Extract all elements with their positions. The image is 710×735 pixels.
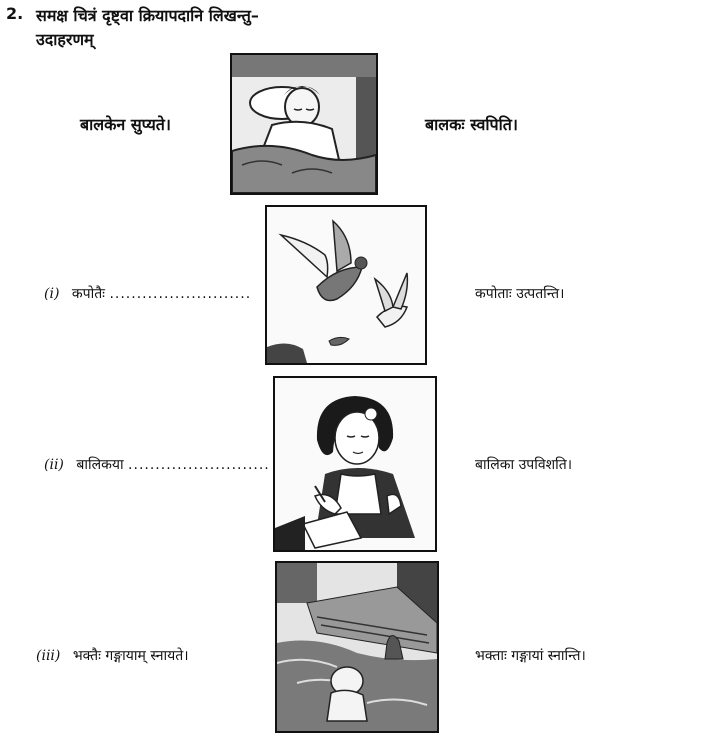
- item-1-passive-line: [44, 284, 269, 303]
- item-2-blank[interactable]: ..........................: [128, 457, 270, 473]
- example-active-sentence: बालकः स्वपिति।: [425, 115, 518, 134]
- item-3-passive-sentence: भक्तैः गङ्गायाम् स्नायते।: [72, 648, 189, 664]
- item-2-passive-prefix: बालिकया: [76, 457, 124, 473]
- example-passive-sentence: बालकेन सुप्यते।: [80, 115, 171, 134]
- item-2-active-sentence: बालिका उपविशति।: [475, 457, 573, 473]
- item-1-label: (i): [44, 286, 60, 302]
- girl-writing-illustration: [273, 376, 437, 552]
- item-2-label: (ii): [44, 457, 64, 473]
- sleeping-boy-illustration: [230, 53, 378, 195]
- question-number: 2.: [6, 4, 24, 23]
- item-1-passive-prefix: कपोतैः: [71, 286, 105, 302]
- question-instruction: समक्ष चित्रं दृष्ट्वा क्रियापदानि लिखन्तु–: [36, 6, 259, 25]
- item-3-active-sentence: भक्ताः गङ्गायां स्नान्ति।: [475, 648, 586, 664]
- item-1-blank[interactable]: ..........................: [109, 286, 252, 302]
- devotees-bathing-illustration: [275, 561, 439, 733]
- flying-pigeons-illustration: [265, 205, 427, 365]
- item-2-passive-line: [44, 455, 288, 474]
- item-1-active-sentence: कपोताः उत्पतन्ति।: [475, 286, 565, 302]
- item-3-label: (iii): [36, 648, 61, 664]
- example-label: उदाहरणम्: [36, 30, 94, 49]
- item-3-passive-line: [36, 646, 189, 665]
